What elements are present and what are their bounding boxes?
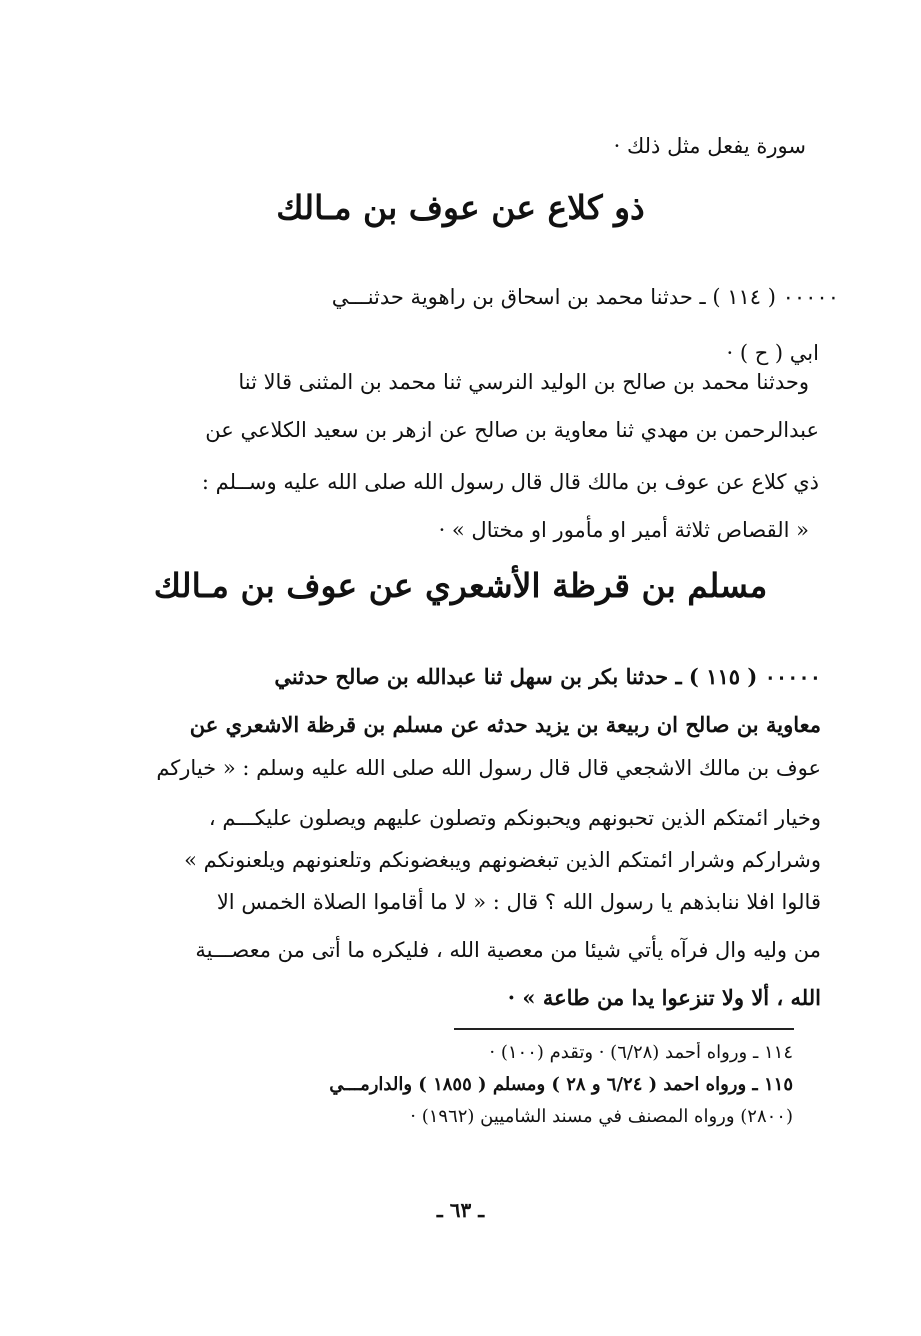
- hadith-115-line-5: وشراركم وشرار ائمتكم الذين تبغضونهم ويبغضونكم وتلعنونهم ويلعنونكم »: [184, 848, 821, 872]
- hadith-115-line-6: قالوا افلا ننابذهم يا رسول الله ؟ قال : « لا ما أقاموا الصلاة الخمس الا: [216, 890, 821, 914]
- section-heading-1: ذو كلاع عن عوف بن مـالك: [276, 188, 645, 227]
- hadith-115-line-2: معاوية بن صالح ان ربيعة بن يزيد حدثه عن مسلم بن قرظة الاشعري عن: [189, 712, 821, 737]
- hadith-114-line-6: « القصاص ثلاثة أمير او مأمور او مختال » ·: [438, 518, 809, 542]
- footnote-114: ١١٤ ـ ورواه أحمد (٦/٢٨) · وتقدم (١٠٠) ·: [489, 1042, 793, 1063]
- hadith-114-line-2: ابي ( ح ) ·: [726, 341, 819, 365]
- page-number: ـ ٦٣ ـ: [436, 1198, 485, 1222]
- hadith-115-line-8: الله ، ألا ولا تنزعوا يدا من طاعة » ·: [507, 985, 821, 1010]
- hadith-114-line-4: عبدالرحمن بن مهدي ثنا معاوية بن صالح عن ازهر بن سعيد الكلاعي عن: [205, 418, 819, 442]
- footnote-115-line-2: (٢٨٠٠) ورواه المصنف في مسند الشاميين (١٩٦٢) ·: [410, 1106, 793, 1127]
- footnote-115-line-1: ١١٥ ـ ورواه احمد ( ٦/٢٤ و ٢٨ ) ومسلم ( ١٨٥٥ ) والدارمـــي: [329, 1074, 793, 1095]
- footnote-divider: [454, 1028, 794, 1030]
- hadith-115-line-1: ٠٠٠٠٠ ( ١١٥ ) ـ حدثنا بكر بن سهل ثنا عبدالله بن صالح حدثني: [274, 664, 821, 689]
- hadith-115-line-7: من وليه وال فرآه يأتي شيئا من معصية الله ، فليكره ما أتى من معصـــية: [195, 938, 821, 962]
- hadith-114-line-5: ذي كلاع عن عوف بن مالك قال قال رسول الله صلى الله عليه وســلم :: [201, 470, 819, 494]
- opening-line: سورة يفعل مثل ذلك ·: [613, 134, 806, 158]
- section-heading-2: مسلم بن قرظة الأشعري عن عوف بن مـالك: [153, 566, 768, 605]
- hadith-114-line-1: ٠٠٠٠٠ ( ١١٤ ) ـ حدثنا محمد بن اسحاق بن راهوية حدثنـــي: [331, 285, 839, 309]
- hadith-115-line-4: وخيار ائمتكم الذين تحبونهم ويحبونكم وتصلون عليهم ويصلون عليكـــم ،: [208, 806, 821, 830]
- hadith-115-line-3: عوف بن مالك الاشجعي قال قال رسول الله صلى الله عليه وسلم : « خياركم: [156, 756, 821, 780]
- hadith-114-line-3: وحدثنا محمد بن صالح بن الوليد النرسي ثنا محمد بن المثنى قالا ثنا: [238, 370, 809, 394]
